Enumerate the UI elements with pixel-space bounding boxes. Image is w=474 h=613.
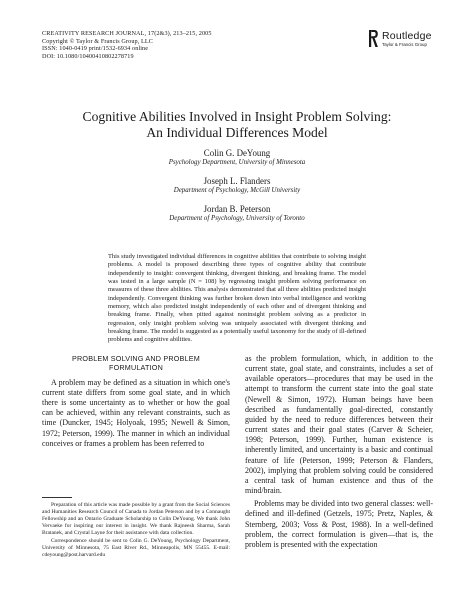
right-column: [245, 354, 433, 550]
footnote-acknowledgment: Preparation of this article was made possible by a grant from the Social Sciences and Humanities Research Council of Canada to Jordan Peterson and by a Connaught Fellowship and an Ontario Graduate Scholarship to Colin DeYoung. We thank John Vervaeke for inspiring our interest in insight. We thank Rajneesh Sharma, Sarah Bratanek, and Crystal Layne for their assistance with data collection.: [42, 502, 230, 537]
section-heading: [42, 354, 230, 373]
abstract: This study investigated individual differences in cognitive abilities that contribute to solving insight problems. A model is proposed describing three types of cognitive ability that contribute independently to insight: convergent thinking, divergent thinking, and breaking frame. The model was tested in a large sample (N = 108) by regressing insight problem solving performance on measures of these three abilities. This analysis demonstrated that all three abilities predicted insight independently. Convergent thinking was further broken down into verbal intelligence and working memory, which also predicted insight independently of each other and of divergent thinking and breaking frame. Finally, when pitted against noninsight problem solving as a predictor in regression, only insight problem solving was uniquely associated with divergent thinking and breaking frame. The model is suggested as a potentially useful taxonomy for the study of ill-defined problems and cognitive abilities.: [108, 253, 366, 344]
author-affiliation: Department of Psychology, McGill University: [173, 187, 301, 195]
journal-citation-line: [42, 30, 322, 38]
body-paragraph: Problems may be divided into two general classes: well-defined and ill-defined (Getzels, 1975; Pretz, Naples, & Sternberg, 2003; Voss & Post, 1988). In a well-defined problem, the correct formulation is given—that is, the problem is presented with the expectation: [245, 499, 433, 549]
author-block: [30, 148, 444, 168]
author-name: Joseph L. Flanders: [203, 176, 271, 187]
author-name: Jordan B. Peterson: [203, 204, 271, 215]
publisher-logo: [369, 30, 439, 52]
title-line-1: Cognitive Abilities Involved in Insight Problem Solving:: [82, 109, 392, 124]
article-title: [30, 109, 444, 141]
author-affiliation: Department of Psychology, University of Toronto: [169, 215, 305, 223]
author-block: [30, 204, 444, 224]
footnote-divider: [42, 497, 72, 498]
journal-citation: , 17(2&3), 213–215, 2005: [144, 30, 212, 37]
copyright-line: Copyright © Taylor & Francis Group, LLC: [42, 37, 153, 45]
issn-line: ISSN: 1040-0419 print/1532-6934 online: [42, 45, 149, 53]
author-name: Colin G. DeYoung: [203, 148, 271, 158]
footnote-correspondence: Correspondence should be sent to Colin G. DeYoung, Psychology Department, University of Minnesota, 75 East River Rd., Minneapolis, MN 55455. E-mail: cdeyoung@post.harvard.edu: [42, 538, 230, 559]
section-heading-line-1: PROBLEM SOLVING AND PROBLEM: [72, 354, 200, 363]
author-list: [30, 148, 444, 233]
routledge-r-logo-icon: [369, 30, 378, 47]
section-heading-line-2: FORMULATION: [109, 363, 163, 373]
journal-name: CREATIVITY RESEARCH JOURNAL: [42, 30, 145, 37]
doi-line: DOI: 10.1080/10400410802278719: [42, 52, 134, 60]
left-column: [42, 354, 230, 449]
author-block: [30, 176, 444, 196]
journal-info: [42, 30, 322, 60]
body-paragraph: A problem may be defined as a situation in which one's current state differs from some goal state, and in which there is some uncertainty as to whether or how the goal can be achieved, within any relevant constraints, such as time (Duncker, 1945; Holyoak, 1995; Newell & Simon, 1972; Peterson, 1999). The manner in which an individual conceives or frames a problem has been referred to: [42, 377, 230, 448]
publisher-name: Routledge: [382, 30, 432, 42]
footnotes: [42, 497, 230, 560]
title-line-2: An Individual Differences Model: [146, 124, 328, 140]
publisher-tagline: Taylor & Francis Group: [382, 42, 427, 47]
author-affiliation: Psychology Department, University of Minnesota: [168, 159, 306, 166]
body-paragraph: as the problem formulation, which, in addition to the current state, goal state, and constraints, includes a set of available operators—procedures that may be used in the attempt to transform the current state into the goal state (Newell & Simon, 1972). Human beings have been described as fundamentally goal-directed, constantly guided by the need to reduce differences between their current states and their goal states (Carver & Scheier, 1998; Peterson, 1999). Further, human existence is inherently limited, and uncertainty is a basic and continual feature of life (Peterson, 1999; Peterson & Flanders, 2002), implying that problem solving could be considered a central task of human existence and thus of the mind/brain.: [245, 354, 433, 496]
